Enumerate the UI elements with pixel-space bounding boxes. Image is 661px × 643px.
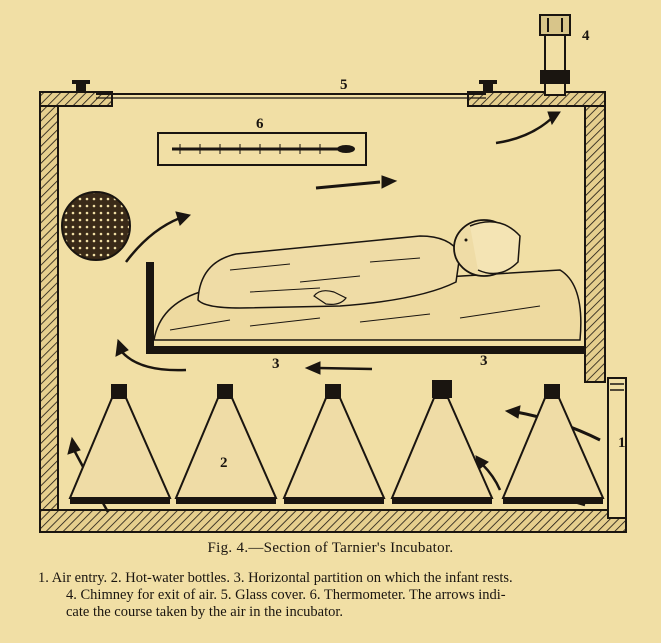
caption-line: 4. Chimney for exit of air. 5. Glass cover. 6. Thermometer. The arrows indi- xyxy=(66,587,506,603)
sponge xyxy=(62,192,130,260)
figure-caption-title: Fig. 4.—Section of Tarnier's Incubator. xyxy=(207,540,454,556)
caption-line: cate the course taken by the air in the incubator. xyxy=(66,604,344,620)
bottles-label: 2 xyxy=(220,455,228,471)
bottle xyxy=(176,384,276,504)
glass-cover xyxy=(72,77,497,98)
hot-water-bottles xyxy=(70,380,603,504)
air-entry xyxy=(608,378,626,518)
partition-label-left: 3 xyxy=(272,356,280,372)
chimney xyxy=(540,15,590,95)
bottle xyxy=(284,384,384,504)
caption-line: 1. Air entry. 2. Hot-water bottles. 3. Horizontal partition on which the infant rests. xyxy=(38,570,513,586)
thermometer-label: 6 xyxy=(256,116,264,132)
bottle xyxy=(392,380,492,504)
chimney-label: 4 xyxy=(582,28,590,44)
air-entry-label: 1 xyxy=(618,435,626,451)
figure-caption-legend xyxy=(38,570,638,621)
glass-cover-label: 5 xyxy=(340,77,348,93)
thermometer xyxy=(158,116,366,165)
bottle xyxy=(503,384,603,504)
partition-label-right: 3 xyxy=(480,353,488,369)
bottle xyxy=(70,384,170,504)
